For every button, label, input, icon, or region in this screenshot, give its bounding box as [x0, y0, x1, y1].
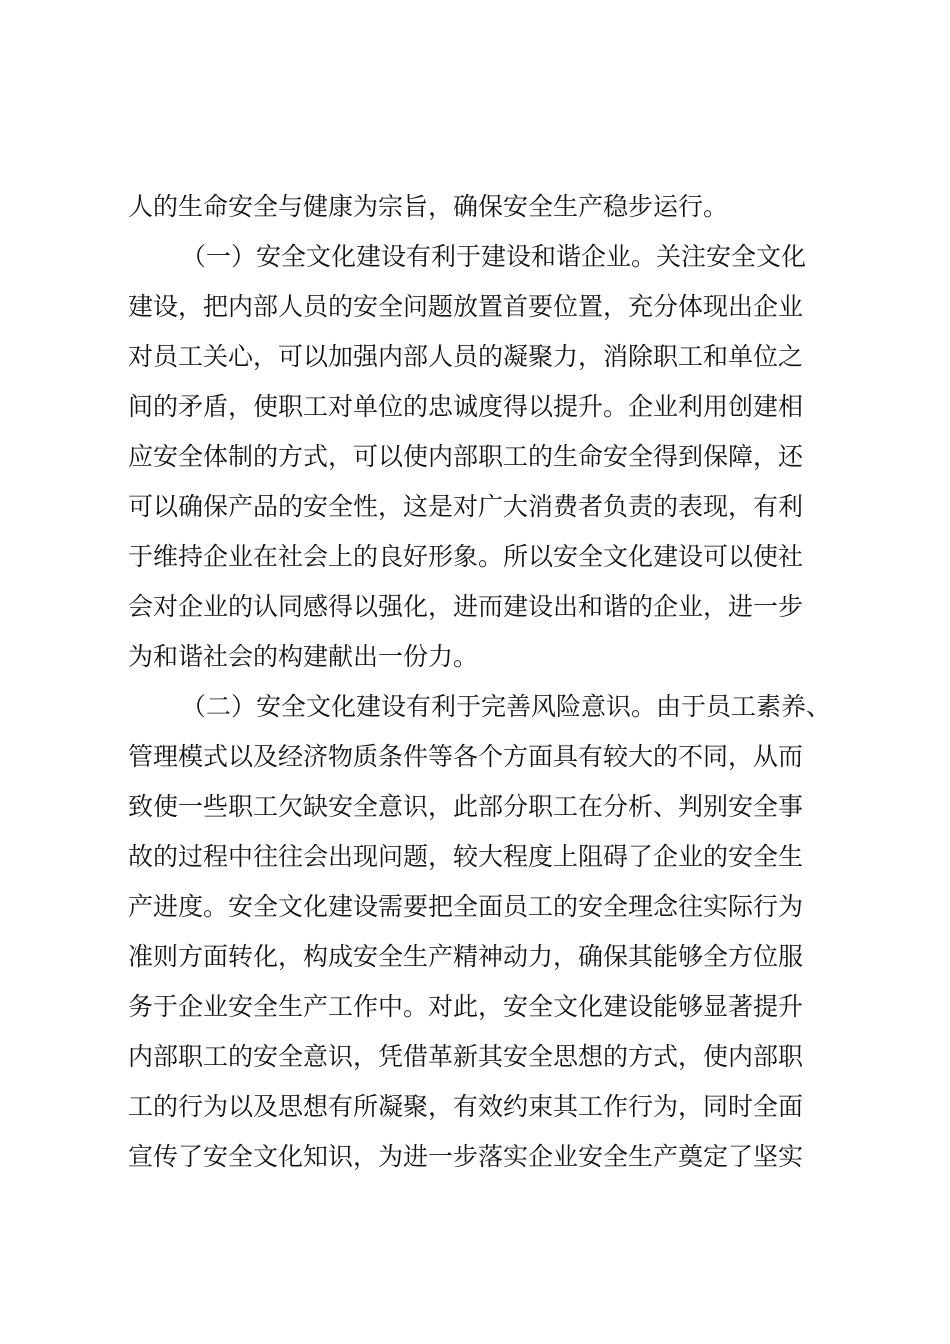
- text-line: 会对企业的认同感得以强化，进而建设出和谐的企业，进一步: [128, 592, 804, 621]
- text-line: 可以确保产品的安全性，这是对广大消费者负责的表现，有利: [128, 492, 804, 521]
- text-line: 致使一些职工欠缺安全意识，此部分职工在分析、判别安全事: [128, 792, 804, 821]
- text-line: 建设，把内部人员的安全问题放置首要位置，充分体现出企业: [128, 292, 804, 321]
- text-line: 管理模式以及经济物质条件等各个方面具有较大的不同，从而: [128, 742, 804, 771]
- text-line: 人的生命安全与健康为宗旨，确保安全生产稳步运行。: [128, 192, 729, 221]
- text-line: 宣传了安全文化知识，为进一步落实企业安全生产奠定了坚实: [128, 1142, 804, 1171]
- paragraph-1-first-line: （一）安全文化建设有利于建设和谐企业。关注安全文化: [181, 242, 807, 271]
- text-line: 产进度。安全文化建设需要把全面员工的安全理念往实际行为: [128, 892, 804, 921]
- text-line: 工的行为以及思想有所凝聚，有效约束其工作行为，同时全面: [128, 1092, 804, 1121]
- text-line: 应安全体制的方式，可以使内部职工的生命安全得到保障，还: [128, 442, 804, 471]
- text-line: 内部职工的安全意识，凭借革新其安全思想的方式，使内部职: [128, 1042, 804, 1071]
- text-line: 为和谐社会的构建献出一份力。: [128, 642, 479, 671]
- text-line: 故的过程中往往会出现问题，较大程度上阻碍了企业的安全生: [128, 842, 804, 871]
- text-line: 务于企业安全生产工作中。对此，安全文化建设能够显著提升: [128, 992, 804, 1021]
- text-line: 于维持企业在社会上的良好形象。所以安全文化建设可以使社: [128, 542, 804, 571]
- body-text: [128, 182, 838, 1182]
- text-line: 对员工关心，可以加强内部人员的凝聚力，消除职工和单位之: [128, 342, 804, 371]
- text-line: 准则方面转化，构成安全生产精神动力，确保其能够全方位服: [128, 942, 804, 971]
- paragraph-2-first-line: （二）安全文化建设有利于完善风险意识。由于员工素养、: [181, 692, 832, 721]
- text-line: 间的矛盾，使职工对单位的忠诚度得以提升。企业利用创建相: [128, 392, 804, 421]
